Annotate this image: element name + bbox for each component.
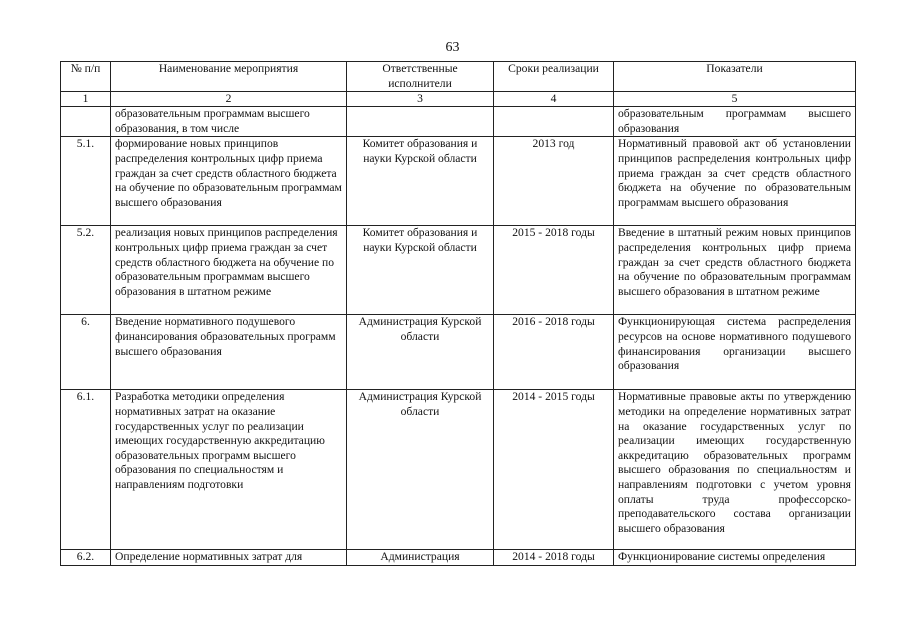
- table-row: [61, 315, 856, 390]
- indicator: Функционирование системы определения: [614, 550, 856, 566]
- column-number: 4: [494, 92, 614, 107]
- responsible: Администрация Курской области: [347, 390, 494, 550]
- measure-name: Определение нормативных затрат для: [111, 550, 347, 566]
- measure-name: Разработка методики определения нормативных затрат на оказание государственных услуг по реализации имеющих государственную аккредитацию образовательных программ высшего образования по специальностям и направлениям подготовки: [111, 390, 347, 550]
- header-indicators: Показатели: [614, 62, 856, 92]
- table-row: [61, 226, 856, 315]
- indicator: Введение в штатный режим новых принципов распределения контрольных цифр приема граждан за счет средств областного бюджета на обучение по образовательным программам высшего образования в штатном режиме: [614, 226, 856, 315]
- term: 2014 - 2015 годы: [494, 390, 614, 550]
- table-header-row: [61, 62, 856, 92]
- term: 2016 - 2018 годы: [494, 315, 614, 390]
- responsible: Комитет образования и науки Курской области: [347, 137, 494, 226]
- column-number: 2: [111, 92, 347, 107]
- measure-name: образовательным программам высшего образования, в том числе: [111, 107, 347, 137]
- header-responsible: Ответственные исполнители: [347, 62, 494, 92]
- responsible: Администрация Курской области: [347, 315, 494, 390]
- responsible: Комитет образования и науки Курской области: [347, 226, 494, 315]
- measure-name: реализация новых принципов распределения контрольных цифр приема граждан за счет средств областного бюджета на обучение по образовательным программам высшего образования в штатном режиме: [111, 226, 347, 315]
- responsible: Администрация: [347, 550, 494, 566]
- table-row: [61, 390, 856, 550]
- row-number: 6.2.: [61, 550, 111, 566]
- column-number-row: [61, 92, 856, 107]
- row-number: 6.1.: [61, 390, 111, 550]
- row-number: 6.: [61, 315, 111, 390]
- column-number: 5: [614, 92, 856, 107]
- indicator: Нормативный правовой акт об установлении принципов распределения контрольных цифр приема граждан за счет средств областного бюджета на обучение по образовательным программам высшего образования: [614, 137, 856, 226]
- page-number: 63: [445, 40, 460, 55]
- measure-name: Введение нормативного подушевого финансирования образовательных программ высшего образования: [111, 315, 347, 390]
- table-row: [61, 550, 856, 566]
- term: 2015 - 2018 годы: [494, 226, 614, 315]
- header-terms: Сроки реализации: [494, 62, 614, 92]
- term: [494, 107, 614, 137]
- row-number: 5.2.: [61, 226, 111, 315]
- responsible: [347, 107, 494, 137]
- measures-table: [60, 61, 856, 566]
- column-number: 3: [347, 92, 494, 107]
- table-row: [61, 107, 856, 137]
- indicator: образовательным программам высшего образования: [614, 107, 856, 137]
- header-number: № п/п: [61, 62, 111, 92]
- term: 2013 год: [494, 137, 614, 226]
- header-measure-name: Наименование мероприятия: [111, 62, 347, 92]
- measure-name: формирование новых принципов распределения контрольных цифр приема граждан за счет средств областного бюджета на обучение по образовательным программам высшего образования: [111, 137, 347, 226]
- column-number: 1: [61, 92, 111, 107]
- indicator: Нормативные правовые акты по утверждению методики на определение нормативных затрат на оказание государственных услуг по реализации имеющих государственную аккредитацию образовательных программ высшего образования по специальностям и направлениям подготовки с учетом уровня оплаты труда профессорско-преподавательского состава организации высшего образования: [614, 390, 856, 550]
- term: 2014 - 2018 годы: [494, 550, 614, 566]
- indicator: Функционирующая система распределения ресурсов на основе нормативного подушевого финансирования организации высшего образования: [614, 315, 856, 390]
- table-row: [61, 137, 856, 226]
- row-number: 5.1.: [61, 137, 111, 226]
- row-number: [61, 107, 111, 137]
